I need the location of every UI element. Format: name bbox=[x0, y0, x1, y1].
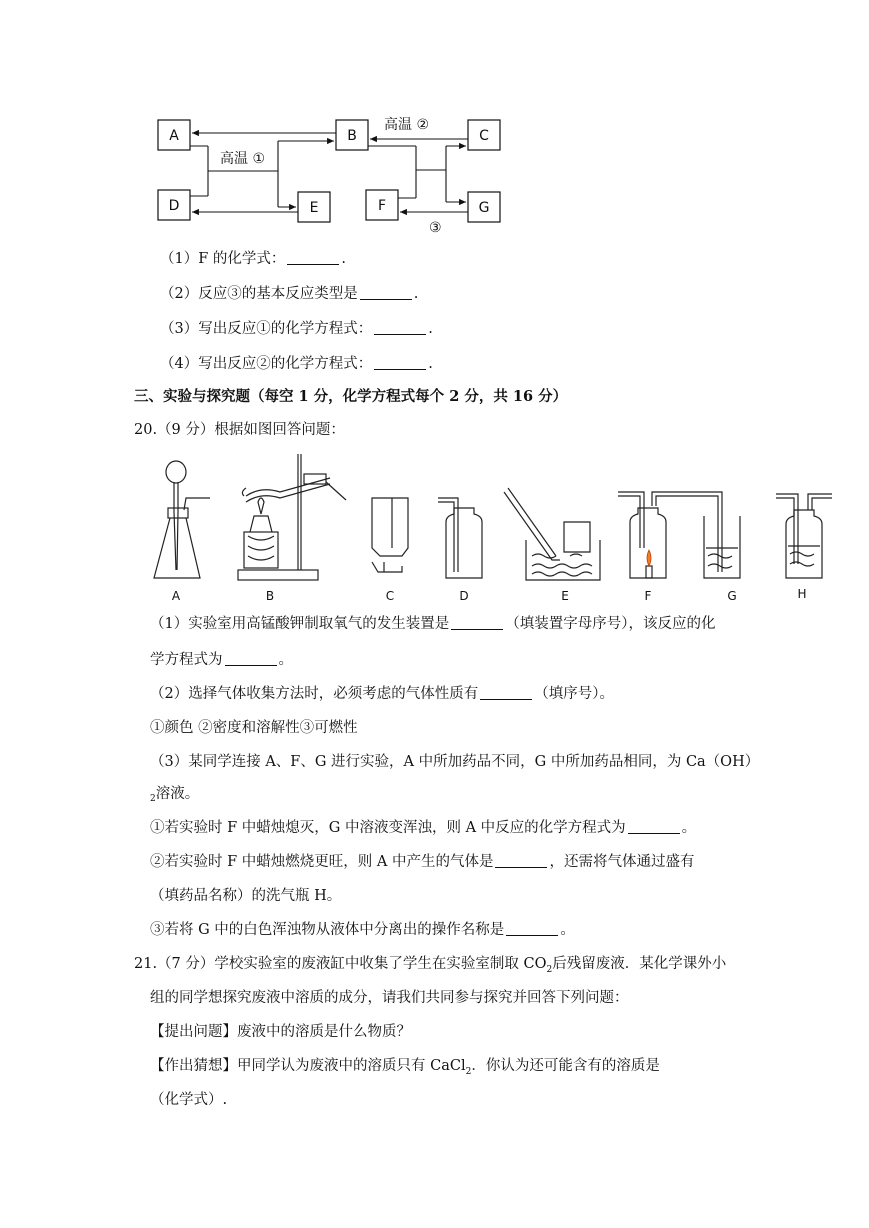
svg-text:G: G bbox=[478, 200, 490, 216]
q20-sub3-cont: $_2$溶液。 bbox=[150, 786, 200, 804]
node-b bbox=[336, 120, 368, 150]
rubber-tube bbox=[680, 492, 710, 496]
apparatus-label-b: B bbox=[265, 589, 275, 603]
node-a bbox=[158, 120, 190, 150]
apparatus-b-heater bbox=[238, 454, 346, 580]
q20-options: ①颜色 ②密度和溶解性③可燃性 bbox=[150, 720, 358, 736]
svg-text:F: F bbox=[377, 198, 387, 214]
q20-intro: 20.（9 分）根据如图回答问题： bbox=[134, 422, 345, 438]
apparatus-h-wash-bottle bbox=[776, 494, 832, 578]
q19-sub1: （1）F 的化学式： . bbox=[160, 251, 347, 267]
q21-line2: 组的同学想探究废液中溶质的成分，请我们共同参与探究并回答下列问题： bbox=[150, 990, 629, 1006]
reaction-1-label: 高温 ① bbox=[220, 151, 266, 167]
q20-sub3: （3）某同学连接 A、F、G 进行实验，A 中所加药品不同，G 中所加药品相同，为 Ca（OH） bbox=[150, 754, 760, 770]
apparatus-e-trough bbox=[504, 488, 600, 580]
reaction-2-label: 高温 ② bbox=[384, 117, 430, 133]
apparatus-label-h: H bbox=[797, 587, 807, 601]
answer-blank[interactable] bbox=[506, 921, 558, 936]
answer-blank[interactable] bbox=[628, 819, 680, 834]
reaction-3-label: ③ bbox=[429, 220, 442, 236]
reaction-diagram bbox=[150, 108, 510, 238]
apparatus-d-bottle bbox=[438, 498, 482, 578]
answer-blank[interactable] bbox=[225, 651, 277, 666]
answer-blank[interactable] bbox=[374, 320, 426, 335]
node-g bbox=[468, 192, 500, 222]
apparatus-c-bottle bbox=[372, 498, 408, 572]
node-d bbox=[158, 190, 190, 220]
answer-blank[interactable] bbox=[451, 615, 503, 630]
svg-text:C: C bbox=[479, 128, 489, 144]
q21-hypothesis-cont: （化学式）. bbox=[150, 1092, 228, 1108]
q21-hypothesis: 【作出猜想】甲同学认为废液中的溶质只有 CaCl$_2$．你认为还可能含有的溶质是 bbox=[150, 1058, 660, 1077]
apparatus-g-beaker bbox=[704, 492, 740, 578]
q21-question: 【提出问题】废液中的溶质是什么物质？ bbox=[150, 1024, 411, 1040]
apparatus-label-a: A bbox=[171, 589, 181, 603]
apparatus-label-g: G bbox=[727, 589, 737, 603]
apparatus-label-c: C bbox=[385, 589, 395, 603]
apparatus-label-e: E bbox=[561, 589, 569, 603]
q20-point1: ①若实验时 F 中蜡烛熄灭，G 中溶液变浑浊，则 A 中反应的化学方程式为 。 bbox=[150, 820, 697, 836]
q19-sub2: （2）反应③的基本反应类型是 . bbox=[160, 286, 419, 302]
apparatus-figure bbox=[140, 452, 840, 608]
answer-blank[interactable] bbox=[495, 853, 547, 868]
apparatus-a-flask bbox=[154, 461, 210, 578]
q19-sub3: （3）写出反应①的化学方程式： . bbox=[160, 321, 433, 337]
q20-point3: ③若将 G 中的白色浑浊物从液体中分离出的操作名称是 。 bbox=[150, 922, 575, 938]
q21-line1: 21.（7 分）学校实验室的废液缸中收集了学生在实验室制取 $CO_2$后残留废液．某化学课外小 bbox=[134, 956, 727, 975]
node-e bbox=[298, 192, 330, 222]
node-f bbox=[366, 190, 398, 220]
node-c bbox=[468, 120, 500, 150]
q20-sub2: （2）选择气体收集方法时，必须考虑的气体性质有 （填序号）。 bbox=[150, 686, 614, 702]
answer-blank[interactable] bbox=[360, 285, 412, 300]
svg-text:D: D bbox=[168, 198, 180, 214]
svg-text:B: B bbox=[347, 128, 357, 144]
answer-blank[interactable] bbox=[374, 355, 426, 370]
svg-text:E: E bbox=[309, 200, 319, 216]
q20-point2: ②若实验时 F 中蜡烛燃烧更旺，则 A 中产生的气体是 ，还需将气体通过盛有 bbox=[150, 854, 695, 870]
apparatus-label-d: D bbox=[459, 589, 469, 603]
svg-text:A: A bbox=[169, 128, 179, 144]
q20-sub1-cont: 学方程式为 。 bbox=[150, 652, 293, 668]
section-3-title: 三、实验与探究题（每空 1 分，化学方程式每个 2 分，共 16 分） bbox=[134, 388, 568, 405]
q19-sub4: （4）写出反应②的化学方程式： . bbox=[160, 356, 433, 372]
answer-blank[interactable] bbox=[480, 685, 532, 700]
answer-blank[interactable] bbox=[287, 250, 339, 265]
apparatus-label-f: F bbox=[644, 589, 652, 603]
q20-point2-cont: （填药品名称）的洗气瓶 H。 bbox=[150, 888, 342, 904]
q20-sub1: （1）实验室用高锰酸钾制取氧气的发生装置是 （填装置字母序号），该反应的化 bbox=[150, 616, 716, 632]
